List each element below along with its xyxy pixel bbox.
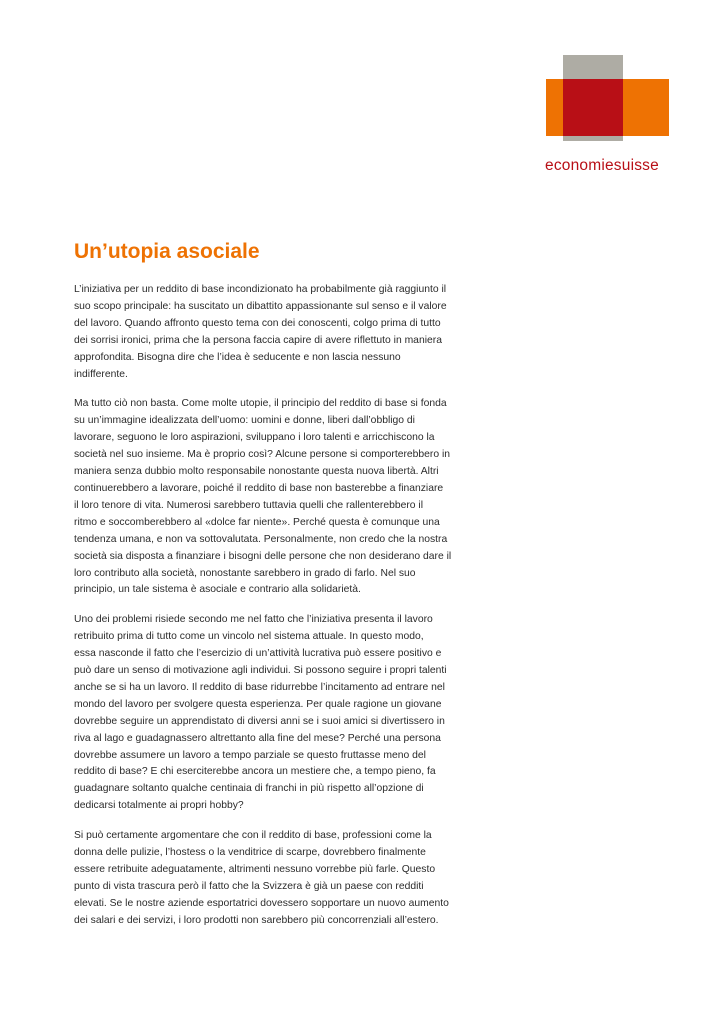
paragraph-line: del lavoro. Quando affronto questo tema con dei conoscenti, colgo prima di tutto (74, 317, 441, 329)
paragraph-line: principio, un tale sistema è asociale e contrario alla solidarietà. (74, 584, 361, 596)
paragraph-line: Si può certamente argomentare che con il reddito di base, professioni come la (74, 830, 432, 842)
paragraph-line: reddito di base? E chi eserciterebbe ancora un mestiere che, a tempo pieno, fa (74, 766, 436, 778)
paragraph-line: L’iniziativa per un reddito di base incondizionato ha probabilmente già raggiunto il (74, 284, 447, 295)
article-paragraph (74, 612, 479, 815)
paragraph-line: indifferente. (74, 368, 128, 380)
paragraph-line: dei salari e dei servizi, i loro prodotti non sarebbero più concorrenziali all’estero. (74, 914, 439, 926)
paragraph-line: su un’immagine idealizzata dell’uomo: uomini e donne, liberi dall’obbligo di (74, 415, 415, 427)
paragraph-line: dei sorrisi ironici, prima che la persona faccia capire di avere riflettuto in maniera (74, 334, 442, 346)
article-paragraph (74, 828, 479, 929)
paragraph-line: il loro tenore di vita. Numerosi sarebbero tuttavia quelli che rallenterebbero il (74, 499, 423, 511)
article-paragraph (74, 282, 479, 383)
paragraph-line: essa nasconde il fatto che l’esercizio di un’attività lucrativa può essere positivo e (74, 648, 442, 660)
brand-name: economiesuisse (545, 157, 659, 174)
paragraph-line: continuerebbero a lavorare, poiché il reddito di base non basterebbe a finanziare (74, 482, 444, 494)
paragraph-line: elevati. Se le nostre aziende esportatrici dovessero sopportare un nuovo aumento (74, 897, 449, 909)
paragraph-line: Uno dei problemi risiede secondo me nel fatto che l’iniziativa presenta il lavoro (74, 614, 433, 626)
paragraph-line: lavorare, seguono le loro aspirazioni, sviluppano i loro talenti e arricchiscono la (74, 432, 435, 444)
paragraph-line: può dare un senso di motivazione agli individui. Si possono seguire i propri talenti (74, 665, 447, 677)
paragraph-line: punto di vista trascura però il fatto che la Svizzera è già un paese con redditi (74, 880, 424, 892)
paragraph-line: società nel suo insieme. Ma è proprio così? Alcune persone si comporterebbero in (74, 449, 451, 461)
paragraph-line: riva al lago e guadagnassero altrettanto alla fine del mese? Perché una persona (74, 732, 441, 744)
paragraph-line: guadagnare soltanto qualche centinaia di franchi in più rispetto all’opzione di (74, 783, 424, 795)
article-title: Un’utopia asociale (74, 240, 260, 263)
paragraph-line: anche se si ha un lavoro. Il reddito di base ridurrebbe l’incitamento ad entrare nel (74, 681, 445, 693)
paragraph-line: mondo del lavoro per svolgere questa esperienza. Per quale ragione un giovane (74, 698, 442, 710)
paragraph-line: società sia disposta a finanziare i bisogni delle persone che non desiderano dare il (74, 550, 452, 562)
paragraph-line: dedicarsi totalmente ai propri hobby? (74, 800, 244, 812)
economiesuisse-logo-mark (546, 55, 669, 141)
paragraph-line: maniera senza dubbio molto responsabile nonostante questa nuova libertà. Altri (74, 466, 439, 478)
paragraph-line: tendenza umana, e non va sottovalutata. Personalmente, non credo che la nostra (74, 533, 448, 545)
paragraph-line: ritmo e soccomberebbero al «dolce far niente». Perché questa è comunque una (74, 516, 440, 528)
paragraph-line: approfondita. Bisogna dire che l’idea è seducente e non lascia nessuno (74, 351, 401, 363)
paragraph-line: suo scopo principale: ha suscitato un dibattito appassionante sul senso e il valore (74, 300, 447, 312)
paragraph-line: essere retribuite adeguatamente, altrimenti nessuno vorrebbe più farle. Questo (74, 864, 436, 875)
paragraph-line: dovrebbe assumere un lavoro a tempo parziale se questo fruttasse meno del (74, 749, 426, 761)
paragraph-line: retribuito prima di tutto come un vincolo nel sistema attuale. In questo modo, (74, 631, 424, 643)
article-paragraph (74, 396, 479, 599)
paragraph-line: dovrebbe seguire un apprendistato di diversi anni se i suoi amici si divertissero in (74, 715, 445, 727)
paragraph-line: Ma tutto ciò non basta. Come molte utopie, il principio del reddito di base si fonda (74, 398, 447, 410)
article-body (74, 282, 479, 943)
paragraph-line: donna delle pulizie, l’hostess o la venditrice di scarpe, dovrebbero finalmente (74, 847, 426, 859)
logo-red-square (563, 79, 623, 136)
paragraph-line: loro contributo alla società, nonostante sarebbero in grado di farlo. Nel suo (74, 567, 416, 579)
